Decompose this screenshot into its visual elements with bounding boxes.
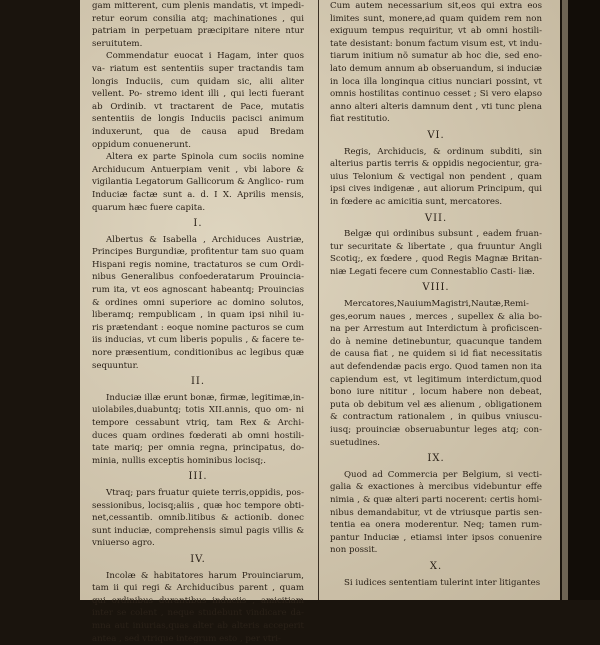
paragraph: gam mitterent, cum plenis mandatis, vt impedi- retur eorum consilia atq; machinationes , qui patriam in perpetuam præcipitare nitere ntur seruitutem. [92,1,304,49]
paragraph: Quod ad Commercia per Belgium, si vecti- galia & exactiones à mercibus videbuntur effe nimia , & quæ alteri parti nocerent: certis homi- nibus demandabitur, vt de vtriusque partis sen- tentia ea onera moderentur. Neq; tamen rum- pantur Induciæ , etiamsi inter ipsos conuenire non possit. [330,469,542,556]
paragraph: Commendatur euocat i Hagam, inter quos va- riatum est sententiis super tractandis tam longis Induciis, cum quidam sic, alii aliter vellent. Po- stremo ident illi , qui lecti fuerant ab Ordinib. vt tractarent de Pace, mutatis sententiis de longis Induciis pacisci animum induxerunt, qua de causa apud Bredam oppidum conuenerunt. [92,51,304,150]
right-text-column [330,0,542,589]
left-text-column [92,0,304,645]
section-heading: IX. [427,453,445,465]
paragraph: Si iudices sententiam tulerint inter litigantes [344,577,541,588]
paragraph: Induciæ illæ erunt bonæ, firmæ, legitimæ,in- uiolabiles,duabuntq; totis XII.annis, quo om- ni tempore cessabunt vtriq, tam Rex & Archi- duces quam ordines fœderati ab omni hostili- tate mariq; per omnia regna, principatus, do- minia, nullis exceptis hominibus locisq;. [92,392,304,466]
paragraph: Altera ex parte Spinola cum sociis nomine Archiducum Antuerpiam venit , vbi labore & vigilantia Legatorum Gallicorum & Anglico- rum Induciæ factæ sunt a. d. I X. Aprilis mensis, quarum hæc fuere capita. [92,152,304,213]
paragraph: Incolæ & habitatores harum Prouinciarum, tam ii qui regi & Archiducibus parent , quam qui ordinibus durantibus induciis , amicitiam inter se colent , neque studebunt vindicare da- mna aut iniurias,quas alter ab alteris acceperit antea , sed vtrique integrum esto , per vtri- [92,570,304,644]
paragraph: Vtraq; pars fruatur quiete terris,oppidis, pos- sessionibus, locisq;aliis , quæ hoc tempore obti- net,cessantib. omnib.litibus & actionib. donec sunt induciæ, comprehensis simul pagis villis & vniuerso agro. [92,487,304,549]
paragraph: Regis, Archiducis, & ordinum subditi, sin alterius partis terris & oppidis negocientur, gra- uius Telonium & vectigal non pendent , quam ipsi cives indigenæ , aut aliorum Principum, qui in fœdere ac amicitia sunt, mercatores. [330,146,542,207]
paragraph: Belgæ qui ordinibus subsunt , eadem fruan- tur securitate & libertate , qua fruuntur Angli Scotiq;, ex fœdere , quod Regis Magnæ Britan- niæ Legati fecere cum Connestablio Casti- liæ. [330,229,542,277]
paragraph: Cum autem necessarium sit,eos qui extra eos limites sunt, monere,ad quam quidem rem non exiguum tempus requiritur, vt ab omni hostili- tate desistant: bonum factum visum est, vt indu- tiarum initium nõ sumatur ab hoc die, sed eno- lato demum annum ab obseruandum, si induciæ in loca illa longinqua citius nunciari possint, vt omnis hostilitas continuo cesset ; Si vero elapso anno alteri alteris damnum dent , vti tunc plena fiat restitutio. [330,1,542,125]
book-page [80,0,560,644]
column-divider [318,0,319,600]
paragraph: Mercatores,NauiumMagistri,Nautæ,Remi- ges,eorum naues , merces , supellex & alia bo- na per Arrestum aut Interdictum à proficiscen- do à nemine detinebuntur, quacunque tandem de causa fiat , ne quidem si id fiat necessitatis aut defendendæ pacis ergo. Quod tamen non ita capiendum est, vt legitimum interdictum,quod bono iure nititur , locum habere non debeat, puta ob debitum vel æs alienum , obligationem & contractum rationalem , in quibus vniuscu- iusq; prouinciæ obseruabuntur leges atq; con- suetudines. [330,299,542,448]
binding-shadow [568,0,600,600]
section-heading: IV. [190,553,206,565]
section-heading: VII. [424,212,448,224]
section-heading: X. [429,560,443,572]
paragraph: Albertus & Isabella , Archiduces Austriæ, Principes Burgundiæ, profitentur tam suo quam Hispani regis nomine, tractaturos se cum Ordi- nibus Generalibus confoederatarum Prouincia- rum ita, vt eos agnoscant habeantq; Prouincias & ordines omni superiore ac domino solutos, liberamq; rempublicam , in quam ipsi nihil iu- ris prætendant : eoque nomine pacturos se cum iis inducias, vt cum liberis populis , & facere te- nore præsentium, conditionibus ac legibus quæ sequuntur. [92,234,304,371]
section-heading: II. [190,376,206,388]
section-heading: VIII. [422,282,450,294]
section-heading: III. [188,471,208,483]
section-heading: VI. [427,129,445,141]
section-heading: I. [193,218,203,230]
